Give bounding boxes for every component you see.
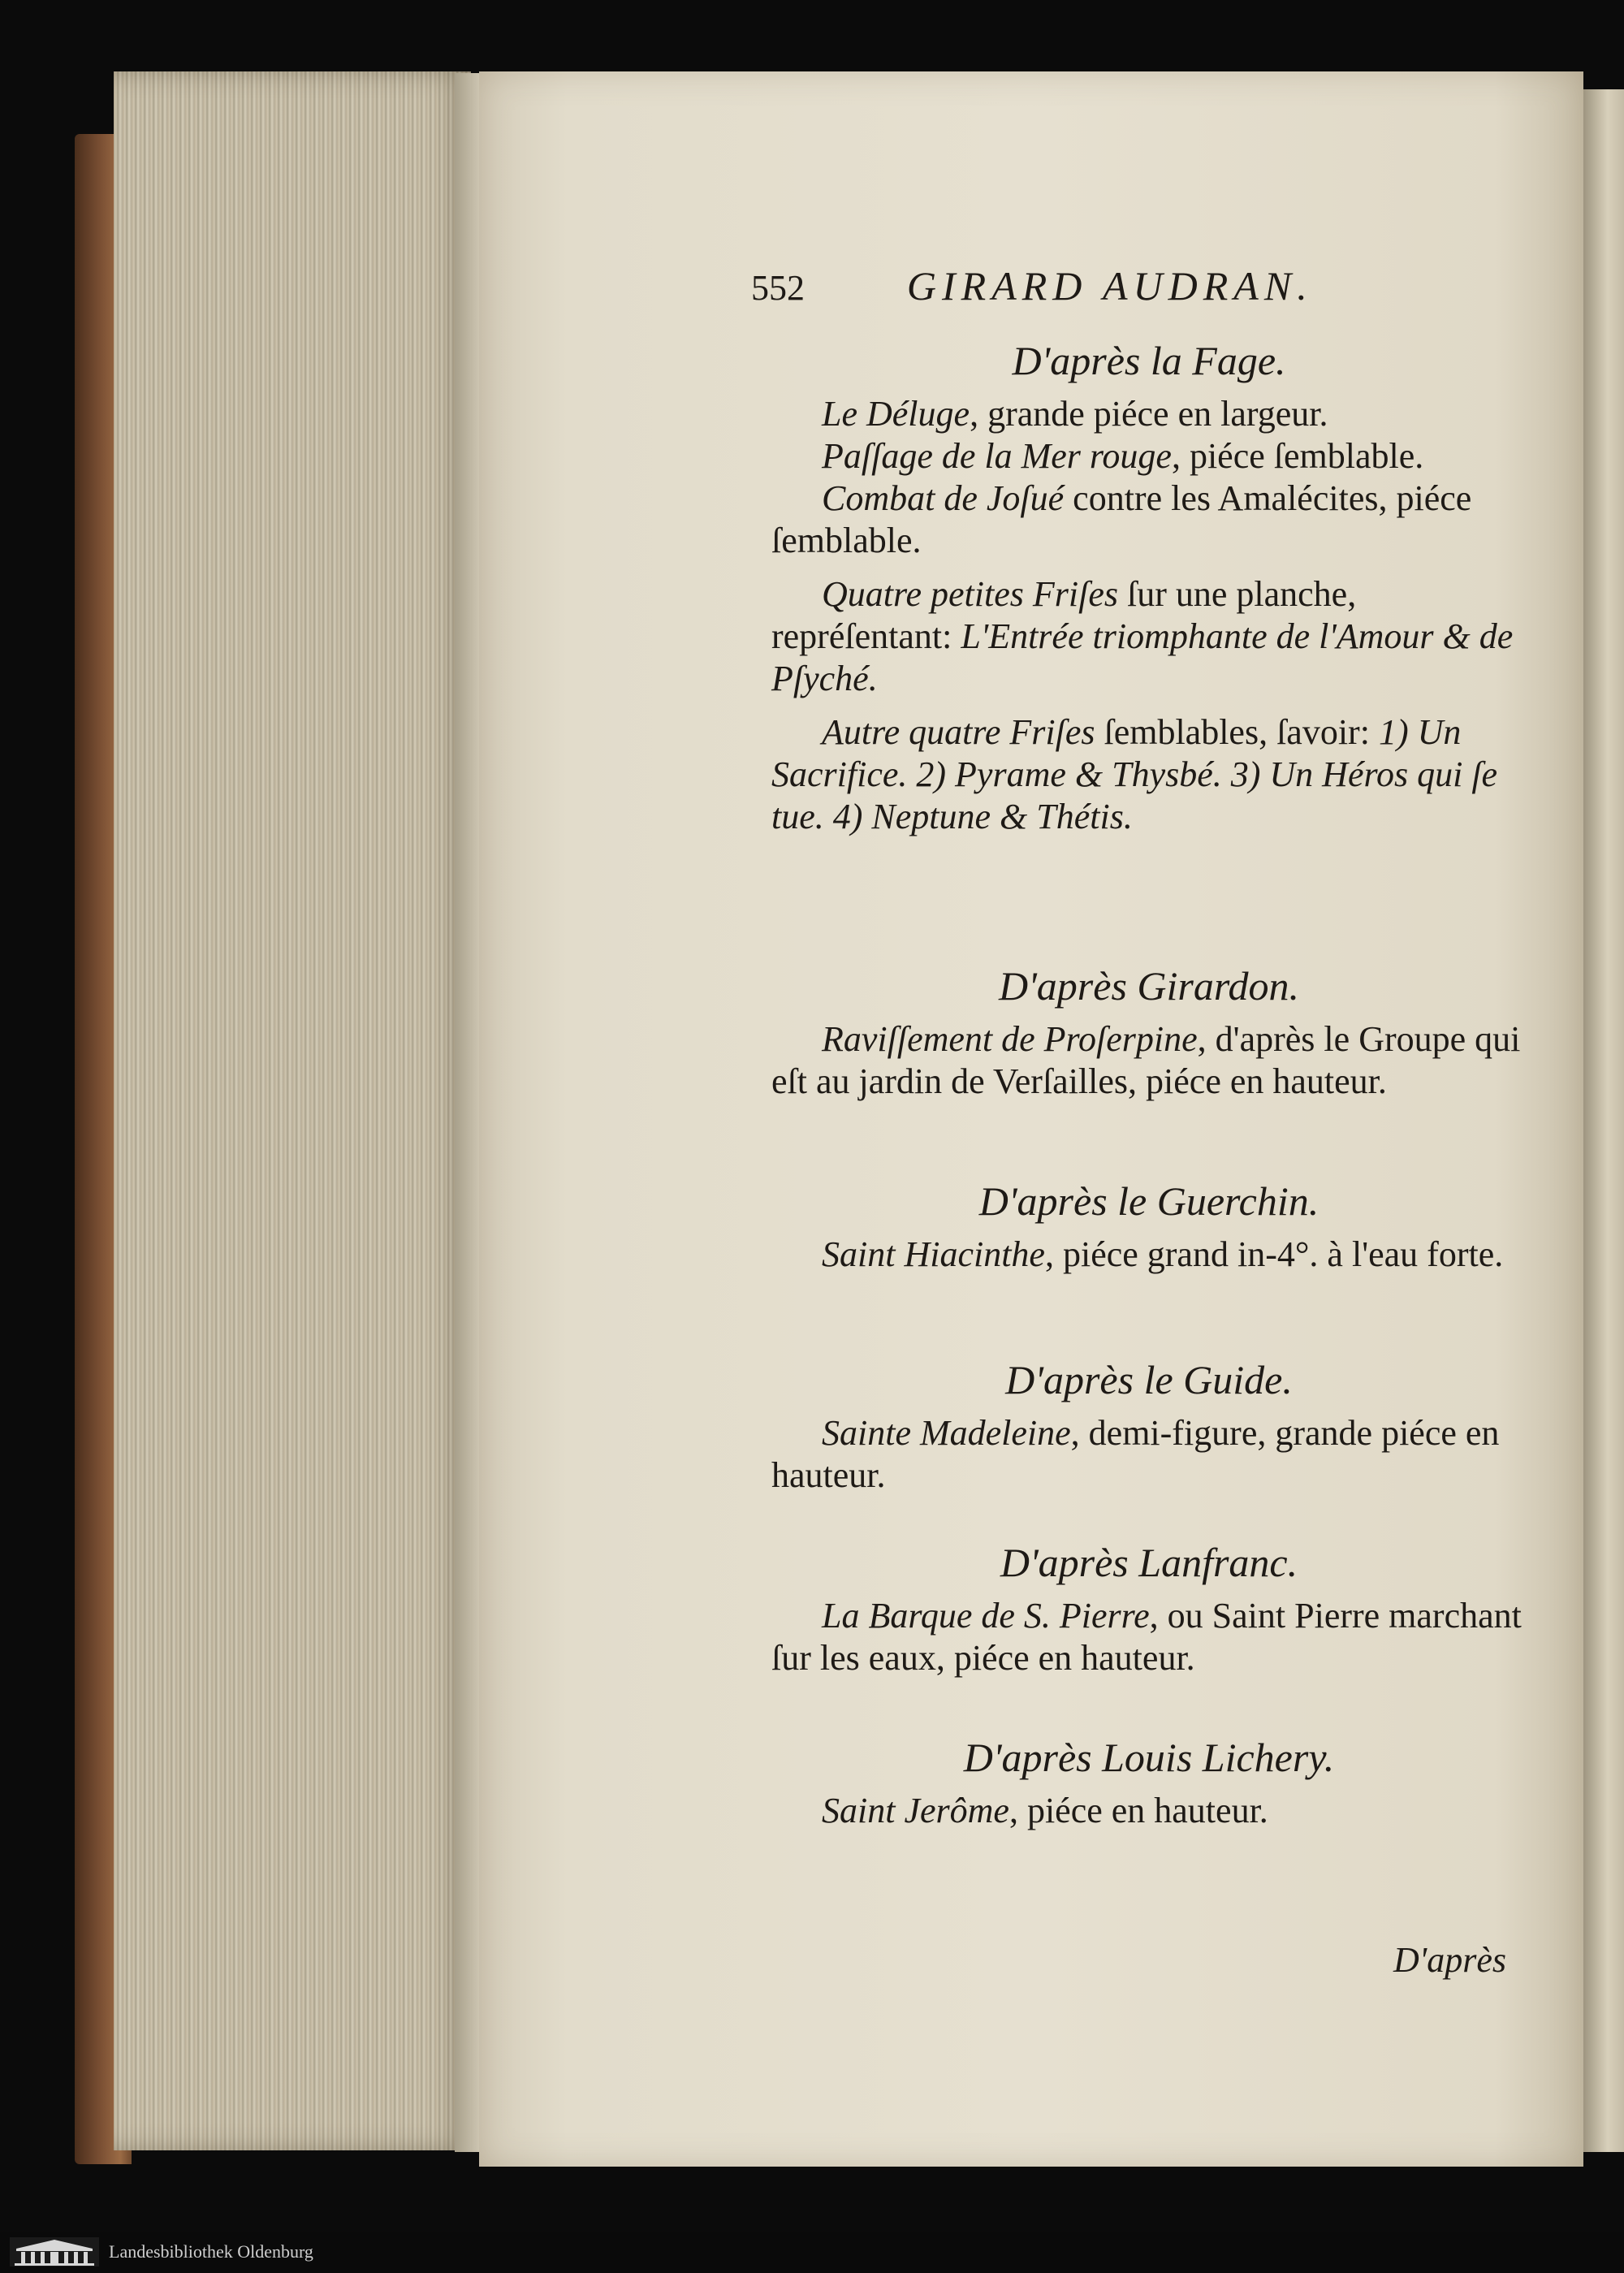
entry-text: , ou Saint Pierre marchant ſur les eaux, piéce en hauteur. <box>771 1596 1522 1678</box>
section-lichery <box>771 1736 1527 1832</box>
running-head <box>751 262 1360 309</box>
entry-text: , piéce en hauteur. <box>1009 1791 1268 1830</box>
entry <box>771 478 1527 562</box>
entry <box>771 1412 1527 1497</box>
section-heading: D'après le Guerchin. <box>978 1178 1320 1224</box>
entry-text: contre les Amalécites, piéce ſemblable. <box>771 478 1472 560</box>
entry-subject: L'Entrée triomphante de l'Amour & de Pſyché. <box>771 616 1514 698</box>
entry <box>771 1018 1527 1103</box>
entry-text: ſemblables, ſavoir: <box>1095 712 1379 752</box>
page-block-edges <box>114 71 471 2150</box>
entry-text: , piéce ſemblable. <box>1171 436 1424 476</box>
catchword: D'après <box>1393 1940 1506 1980</box>
entry <box>771 573 1527 700</box>
entry-title: Autre quatre Friſes <box>822 712 1095 752</box>
running-title: GIRARD AUDRAN. <box>906 263 1313 309</box>
entry-text: ſur une planche, repréſentant: <box>771 574 1357 656</box>
section-lanfranc <box>771 1541 1527 1679</box>
entry <box>771 435 1527 478</box>
section-heading: D'après la Fage. <box>1012 338 1286 383</box>
entry-title: Raviſſement de Proſerpine <box>822 1019 1198 1059</box>
page-text <box>479 71 1583 2167</box>
library-building-icon <box>10 2237 99 2267</box>
library-name: Landesbibliothek Oldenburg <box>109 2241 313 2262</box>
entry-title: Sainte Madeleine <box>822 1413 1071 1453</box>
entry-title: Combat de Joſué <box>822 478 1065 518</box>
section-guide <box>771 1359 1527 1497</box>
facing-page-edge <box>1583 89 1624 2152</box>
entry-text: , demi-figure, grande piéce en hauteur. <box>771 1413 1500 1495</box>
entry-subject: 1) Un Sacrifice. 2) Pyrame & Thysbé. 3) Un Héros qui ſe tue. 4) Neptune & Thétis. <box>771 712 1498 836</box>
section-heading: D'après le Guide. <box>1005 1357 1293 1402</box>
entry <box>771 1234 1527 1276</box>
entry-title: Saint Jerôme <box>822 1791 1009 1830</box>
page-number: 552 <box>751 268 805 308</box>
entry-title: La Barque de S. Pierre <box>822 1596 1150 1636</box>
entry-title: Paſſage de la Mer rouge <box>822 436 1172 476</box>
section-heading: D'après Louis Lichery. <box>963 1735 1335 1780</box>
section-la-fage <box>771 339 1527 838</box>
section-heading: D'après Girardon. <box>999 963 1299 1009</box>
entry-text: , d'après le Groupe qui eſt au jardin de Verſailles, piéce en hauteur. <box>771 1019 1521 1101</box>
book-page <box>479 71 1583 2167</box>
entry-text: , piéce grand in-4°. à l'eau forte. <box>1044 1234 1504 1274</box>
section-guerchin <box>771 1180 1527 1276</box>
entry <box>771 1790 1527 1832</box>
section-girardon <box>771 965 1527 1103</box>
entry-title: Le Déluge <box>822 394 970 434</box>
entry <box>771 1595 1527 1679</box>
entry <box>771 393 1527 435</box>
entry-title: Quatre petites Friſes <box>822 574 1118 614</box>
entry <box>771 711 1527 838</box>
entry-text: , grande piéce en largeur. <box>970 394 1328 434</box>
entry-title: Saint Hiacinthe <box>822 1234 1045 1274</box>
section-heading: D'après Lanfranc. <box>1000 1540 1298 1585</box>
